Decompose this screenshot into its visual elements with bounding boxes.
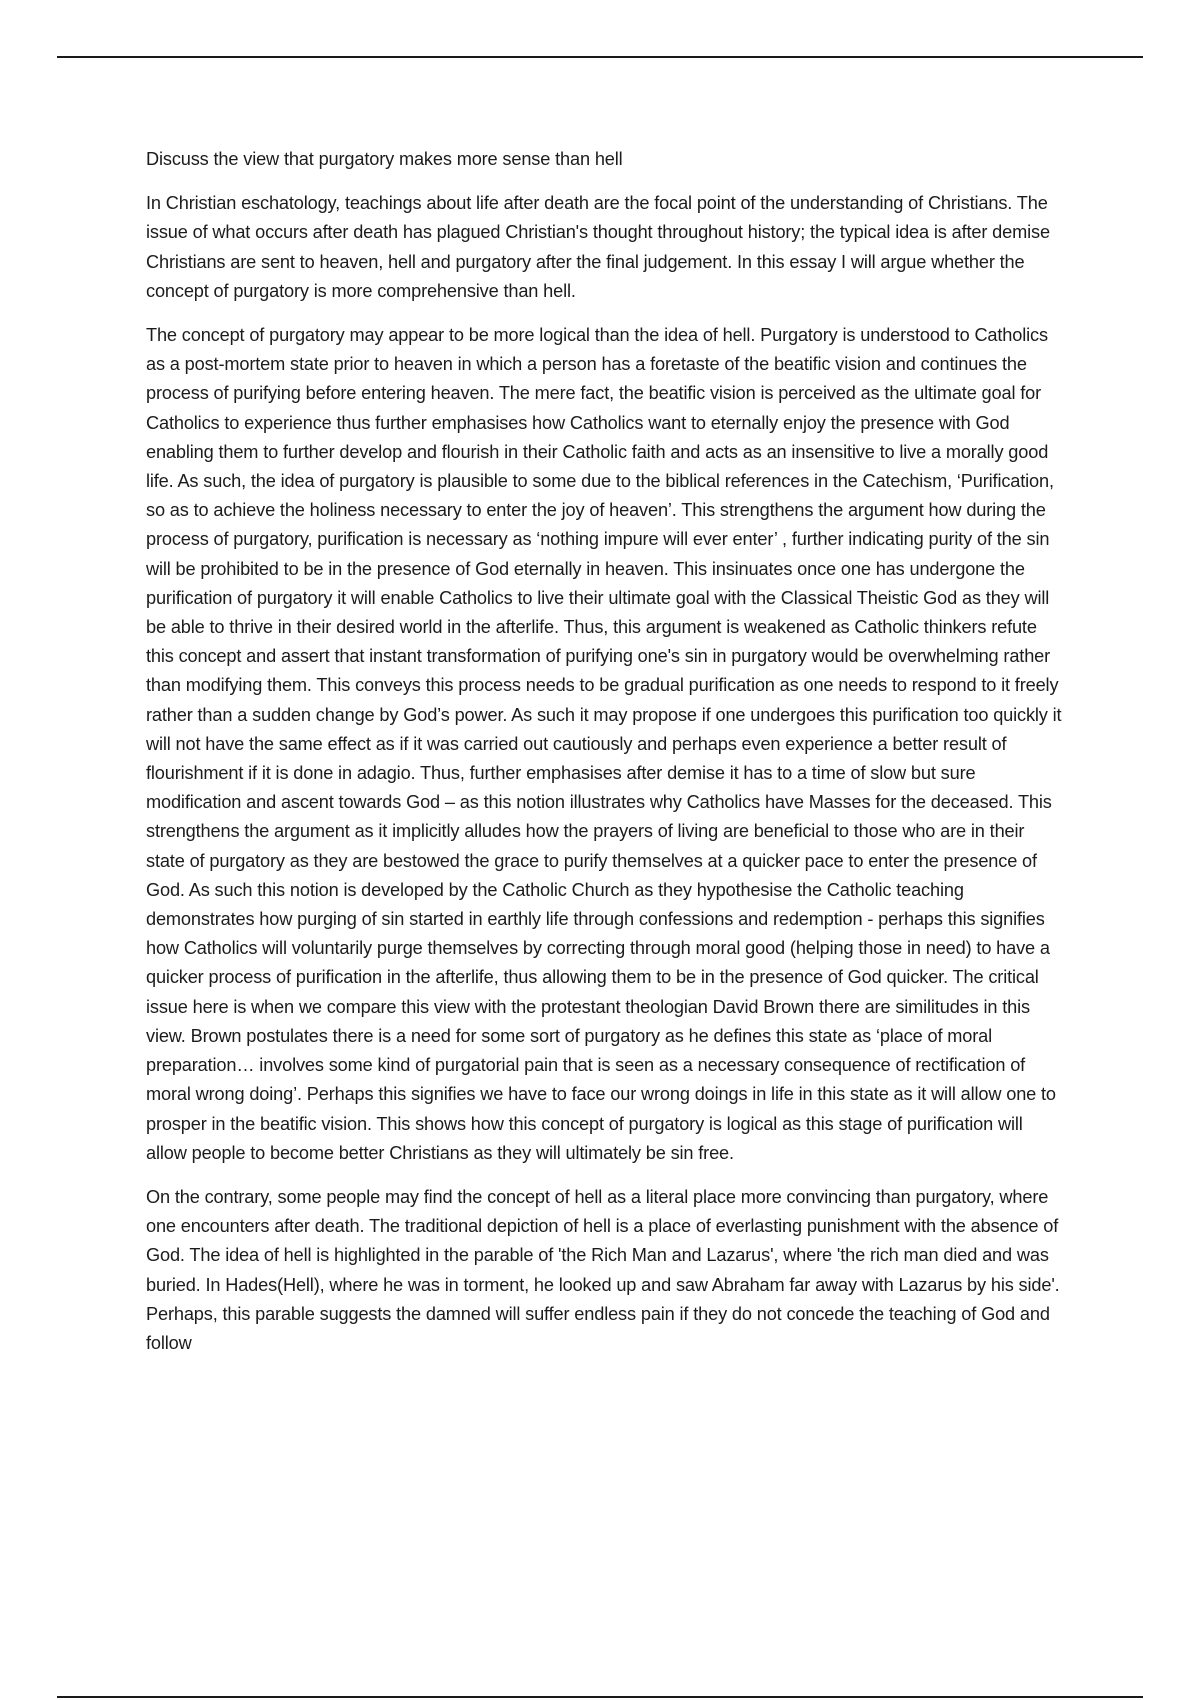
paragraph-hell-argument: On the contrary, some people may find the concept of hell as a literal place more convincing than purgatory, where one encounters after death. The traditional depiction of hell is a place of everlasting punishment with the absence of God. The idea of hell is highlighted in the parable of 'the Rich Man and Lazarus', where 'the rich man died and was buried. In Hades(Hell), where he was in torment, he looked up and saw Abraham far away with Lazarus by his side'. Perhaps, this parable suggests the damned will suffer endless pain if they do not concede the teaching of God and follow [146,1186,1060,1353]
paragraph-purgatory-argument: The concept of purgatory may appear to be more logical than the idea of hell. Purgatory is understood to Catholics as a post-mortem state prior to heaven in which a person has a foretaste of the beatific vision and continues the process of purifying before entering heaven. The mere fact, the beatific vision is perceived as the ultimate goal for Catholics to experience thus further emphasises how Catholics want to eternally enjoy the presence with God enabling them to further develop and flourish in their Catholic faith and acts as an insensitive to live a morally good life. As such, the idea of purgatory is plausible to some due to the biblical references in the Catechism, ‘Purification, so as to achieve the holiness necessary to enter the joy of heaven’. This strengthens the argument how during the process of purgatory, purification is necessary as ‘nothing impure will ever enter’ , further indicating purity of the sin will be prohibited to be in the presence of God eternally in heaven. This insinuates once one has undergone the purification of purgatory it will enable Catholics to live their ultimate goal with the Classical Theistic God as they will be able to thrive in their desired world in the afterlife. Thus, this argument is weakened as Catholic thinkers refute this concept and assert that instant transformation of purifying one's sin in purgatory would be overwhelming rather than modifying them. This conveys this process needs to be gradual purification as one needs to respond to it freely rather than a sudden change by God’s power. As such it may propose if one undergoes this purification too quickly it will not have the same effect as if it was carried out cautiously and perhaps even experience a better result of flourishment if it is done in adagio. Thus, further emphasises after demise it has to a time of slow but sure modification and ascent towards God – as this notion illustrates why Catholics have Masses for the deceased. This strengthens the argument as it implicitly alludes how the prayers of living are beneficial to those who are in their state of purgatory as they are bestowed the grace to purify themselves at a quicker pace to enter the presence of God. As such this notion is developed by the Catholic Church as they hypothesise the Catholic teaching demonstrates how purging of sin started in earthly life through confessions and redemption - perhaps this signifies how Catholics will voluntarily purge themselves by correcting through moral good (helping those in need) to have a quicker process of purification in the afterlife, thus allowing them to be in the presence of God quicker. The critical issue here is when we compare this view with the protestant theologian David Brown there are similitudes in this view. Brown postulates there is a need for some sort of purgatory as he defines this state as ‘place of moral preparation… involves some kind of purgatorial pain that is seen as a necessary consequence of rectification of moral wrong doing’. Perhaps this signifies we have to face our wrong doings in life in this state as it will allow one to prosper in the beatific vision. This shows how this concept of purgatory is logical as this stage of purification will allow people to become better Christians as they will ultimately be sin free. [146,325,1062,1163]
document-body [146,145,1066,1358]
paragraph-introduction: In Christian eschatology, teachings about life after death are the focal point of the understanding of Christians. The issue of what occurs after death has plagued Christian's thought throughout history; the typical idea is after demise Christians are sent to heaven, hell and purgatory after the final judgement. In this essay I will argue whether the concept of purgatory is more comprehensive than hell. [146,193,1050,301]
header-rule [57,56,1143,58]
essay-title: Discuss the view that purgatory makes more sense than hell [146,149,623,169]
footer-rule [57,1696,1143,1698]
